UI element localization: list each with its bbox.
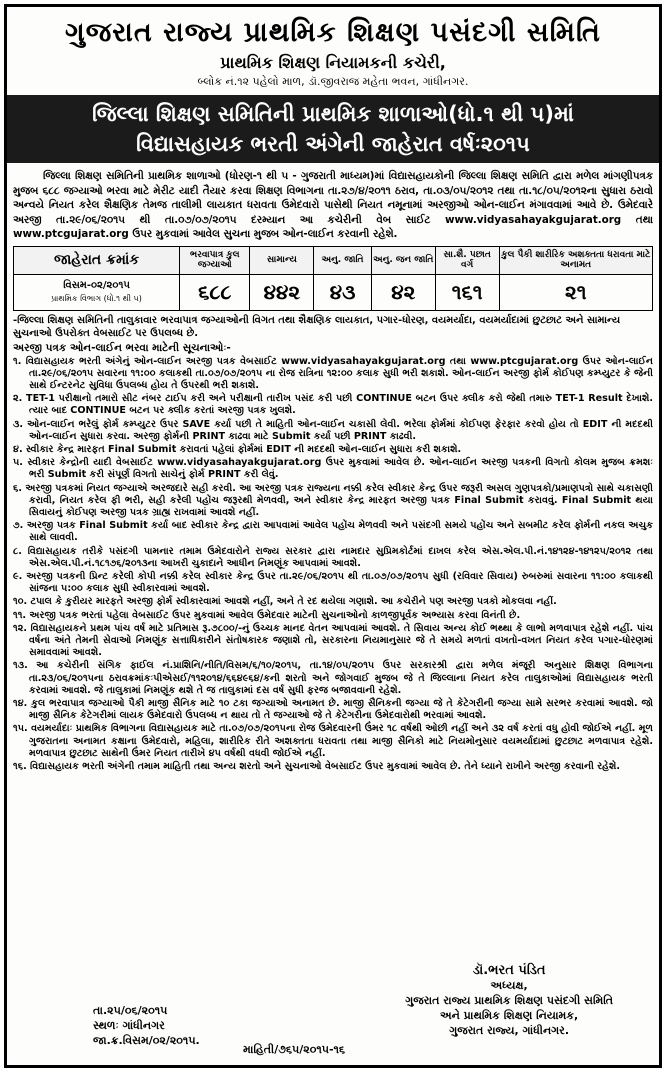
list-item: ૧૨. વિદ્યાસહાયકને પ્રથમ પાંચ વર્ષ માટે પ્રતિમાસ રૂ.૭૮૦૦/-નું ઉચ્ચક માનદ વેતન આપવામાં આવશે. તે સિવાય અન્ય કોઈ ભથ્થા કે લાભો મળવાપાત્ર રહેશે નહીં. પાંચ વર્ષના અંતે તેમની સેવાઓ નિમણૂંક સત્તાધિકારીને સંતોષકારક જણાશે તો, સરકારના નિયમાનુસાર જે તે સમયે મળતાં વખતો-વખત નિયત કરેલ પગાર-ધોરણમાં સમાવવામાં આવશે. [13, 622, 653, 659]
list-item: ૧. વિદ્યાસહાયક ભરતી અંગેનું ઓન-લાઈન અરજી પત્રક વેબસાઈટ www.vidyasahayakgujarat.org તથા www.ptcgujarat.org ઉપર ઓન-લાઈન તા.૨૯/૦૬/૨૦૧૫ સવારના ૧૧:૦૦ કલાકથી તા.૦૭/૦૭/૨૦૧૫ ના રોજ રાત્રિના ૧૨:૦૦ કલાક સુધી ભરી શકાશે. ઓન-લાઈન અરજી ફોર્મ કોઈપણ કમ્પ્યુટર કે જેની સાથે ઈન્ટરનેટ સુવિધા ઉપલબ્ધ હોય તે ઉપરથી ભરી શકાશે. [13, 355, 653, 391]
intro-paragraph: જિલ્લા શિક્ષણ સમિતિની પ્રાથમિક શાળાઓ (ધોરણ-૧ થી ૫ - ગુજરાતી માધ્યમ)માં વિદ્યાસહાયકોની જિલ્લા શિક્ષણ સમિતિ દ્વારા મળેલ માંગણીપત્રક મુજબ ૬૮૮ જગ્યાઓ ભરવા માટે મેરીટ યાદી તૈયાર કરવા શિક્ષણ વિભાગના તા.૨૭/૪/૨૦૧૧ ઠરાવ, તા.૦૩/૦૫/૨૦૧૨ તથા તા.૧૮/૦૫/૨૦૧૨ના સુધારા ઠરાવો અન્વયે નિયત કરેલ શૈક્ષણિક તેમજ તાલીમી લાયકાત ધરાવતા ઉમેદવારો પાસેથી નિયત નમૂનામાં અરજીઓ ઓન-લાઈન મંગાવવામાં આવે છે. ઉમેદવારે અરજી તા.૨૯/૦૬/૨૦૧૫ થી તા.૦૭/૦૭/૨૦૧૫ દરમ્યાન આ કચેરીની વેબ સાઈટ www.vidyasahayakgujarat.org તથા www.ptcgujarat.org ઉપર મુકવામાં આવેલ સુચના મુજબ ઓન-લાઈન કરવાની રહેશે. [13, 170, 653, 240]
list-item: ૬. અરજી પત્રકમાં નિયત જગ્યાએ અરજદારે સહી કરવી. આ અરજી પત્રક રાજ્યના નક્કી કરેલ સ્વીકાર કેન્દ્ર ઉપર જરૂરી અસલ ગુણપત્રકો/પ્રમાણપત્રો સાથે ચકાસણી કરાવી, નિયત કરેલ ફી ભરી, સહી કરેલી પહોંચ જરૂરથી મેળવવી, અને સ્વીકાર કેન્દ્ર મારફત અરજી પત્રક Final Submit કરાવવું. Final Submit થયા સિવાયનું કોઈપણ અરજી પત્રક ગ્રાહ્ય રાખવામાં આવશે નહીં. [13, 482, 653, 518]
info-number: માહિતી/૭૬૫/૨૦૧૫-૧૬ [243, 1043, 346, 1056]
issue-place: સ્થળઃ ગાંધીનગર [93, 1019, 165, 1032]
banner-line-1: જિલ્લા શિક્ષણ સમિતિની પ્રાથમિક શાળાઓ(ધો.૧ થી ૫)માં [92, 102, 574, 126]
designation-line-1: અધ્યક્ષ, [490, 979, 528, 992]
cell-ph: ૨૧ [499, 274, 652, 310]
signature-footer [13, 963, 653, 1059]
instruction-list [13, 356, 653, 774]
cell-st: ૪૨ [371, 274, 435, 310]
date-place-block [93, 1003, 200, 1048]
list-item: ૫. સ્વીકાર કેન્દ્રોની યાદી વેબસાઈટ www.vidyasahayakgujarat.org ઉપર મુકવામાં આવેલ છે. ઓન-લાઈન અરજી પત્રકની વિગતો કોલમ મુજબ ક્રમશઃ ભરી Submit કરી સંપૂર્ણ વિગતો સાચેનું ફોર્મ PRINT કરી લેવું. [13, 457, 653, 481]
list-item: ૩. ઓન-લાઈન ભરેલું ફોર્મ કમ્પ્યુટર ઉપર SAVE કર્યા પછી તે માહિતી ઓન-લાઈન ચકાસી લેવી. ભરેલા ફોર્મમાં કોઈપણ ફેરફાર કરવો હોય તો EDIT ની મદદથી ઓન-લાઈન સુધારા કરવા. અરજી ફોર્મની PRINT કાઢવા માટે Submit કર્યા પછી PRINT કાઢવી. [13, 418, 653, 442]
col-general: સામાન્ય [250, 246, 314, 274]
signatory-name: ડૉ.ભરત પંડિત [472, 963, 546, 978]
col-advt-no: જાહેરાત ક્રમાંક [14, 246, 180, 274]
advt-section: પ્રાથમિક વિભાગ (ધો.૧ થી ૫) [51, 294, 142, 303]
col-sc: અનુ. જાતિ [314, 246, 372, 274]
list-item: ૮. વિદ્યાસહાયક તરીકે પસંદગી પામનાર તમામ ઉમેદવારોને રાજ્ય સરકાર દ્વારા નામદાર સુપ્રિમકોર્ટમાં દાખલ કરેલ એસ.એલ.પી.નં.૧૪૧૨૪-૧૪૧૨૫/૨૦૧૨ તથા એસ.એલ.પી.નં.૧૮૧૭૬/૨૦૧૩ના આખરી ચુકાદાને આધીન નિમણૂંક આપવામાં આવશે. [13, 545, 653, 569]
list-item: ૪. સ્વીકાર કેન્દ્ર મારફત Final Submit કરાવતાં પહેલાં ફોર્મમાં EDIT ની મદદથી ઓન-લાઈન સુધારા કરી શકાશે. [13, 443, 462, 455]
instructions-heading: અરજી પત્રક ઓન-લાઈન ભરવા માટેની સૂચનાઓઃ- [13, 341, 231, 354]
reference-number: જા.ક્ર.વિસમ/૦૨/૨૦૧૫. [93, 1034, 200, 1047]
cell-total: ૬૮૮ [180, 274, 250, 310]
website-note: -જિલ્લા શિક્ષણ સમિતિની તાલુકાવાર ભરવાપાત્ર જગ્યાઓની વિગત તથા શૈક્ષણિક લાયકાત, પગાર-ધોરણ, વયમર્યાદા, વયમર્યાદામાં છુટછાટ અને સામાન્ય સુચનાઓ ઉપરોક્ત વેબસાઈટ પર ઉપલબ્ધ છે. [13, 314, 621, 339]
banner-line-2: વિદ્યાસહાયક ભરતી અંગેની જાહેરાત વર્ષઃ૨૦૧૫ [136, 132, 530, 156]
list-item: ૧૪. કુલ ભરવાપાત્ર જગ્યાઓ પૈકી માજી સૈનિક માટે ૧૦ ટકા જગ્યાઓ અનામત છે. માજી સૈનિકની જગ્યા જે તે કેટેગરીની જગ્યા સામે સરભર કરવામાં આવશે. જો માજી સૈનિક કેટેગરીમાં લાયક ઉમેદવારો ઉપલબ્ધ ન થાય તો તે જગ્યાઓ જે તે કેટેગરીના ઉમેદવારોથી ભરવામાં આવશે. [13, 697, 653, 722]
list-item: ૨. TET-1 પરીક્ષાનો તમારો સીટ નંબર ટાઈપ કરી અને પરીક્ષાની તારીખ પસંદ કરી પછી CONTINUE બટન ઉપર ક્લીક કરો જેથી તમારુ TET-1 Result દેખાશે. ત્યાર બાદ CONTINUE બટન પર ક્લીક કરતાં અરજી પત્રક ખુલશે. [13, 393, 653, 417]
list-item: ૭. અરજી પત્રક Final Submit કર્યા બાદ સ્વીકાર કેન્દ્ર દ્વારા આપવામાં આવેલ પહોંચ મેળવવી અને પસંદગી સમયે પહોંચ અને સબમીટ કરેલ ફોર્મની નકલ અચુક સાથે લાવવી. [13, 520, 653, 544]
cell-advt-no [14, 274, 180, 310]
list-item: ૧૦. ટપાલ કે કુરીયર મારફતે અરજી ફોર્મ સ્વીકારવામાં આવશે નહીં, અને તે રદ થયેલા ગણાશે. આ કચેરીને પણ અરજી પત્રકો મોકલવા નહીં. [13, 596, 557, 608]
list-item: ૯. અરજી પત્રકની પ્રિન્ટ કરેલી કોપી નક્કી કરેલ સ્વીકાર કેન્દ્ર ઉપર તા.૨૯/૦૬/૨૦૧૫ થી તા.૦૭/૦૭/૨૦૧૫ સુધી (રવિવાર સિવાય) રુબરુમાં સવારના ૧૧:૦૦ કલાકથી સાંજના ૫:૦૦ કલાક સુધી સ્વીકારવામાં આવશે. [13, 570, 653, 595]
office-address: બ્લોક નં.૧૨ પહેલો માળ, ડૉ.જીવરાજ મહેતા ભવન, ગાંધીનગર. [197, 75, 469, 88]
office-name: પ્રાથમિક શિક્ષણ નિયામકની કચેરી, [220, 53, 446, 72]
col-ph: કુલ પૈકી શારીરિક અશક્તતા ધરાવતા માટે અનામત [499, 246, 652, 274]
list-item: ૧૫. વયમર્યાદાઃ પ્રાથમિક વિભાગના વિદ્યાસહાયક માટે તા.૦૭/૦૭/૨૦૧૫ના રોજ ઉમેદવારની ઉંમર ૧૮ વર્ષથી ઓછી નહીં અને ૩૨ વર્ષ કરતાં વધુ હોવી જોઈએ નહીં. મૂળ ગુજરાતના અનામત કક્ષાના ઉમેદવારો, મહિલા, શારીરિક રીતે અશક્તતા ધરાવતા તથા માજી સૈનિકો માટે નિયમોનુસાર વયમર્યાદામાં છુટછાટ મળવાપાત્ર રહેશે. મળવાપાત્ર છુટછાટ સાથેની ઉંમર નિયત તારીખે ૪૫ વર્ષથી વધવી જોઈએ નહીં. [13, 723, 653, 759]
cell-sebc: ૧૬૧ [435, 274, 499, 310]
designation-line-3: અને પ્રાથમિક શિક્ષણ નિયામક, [440, 1009, 579, 1022]
issue-date: તા.૨૫/૦૬/૨૦૧૫ [93, 1004, 168, 1017]
table-header-row [14, 246, 653, 274]
table-row [14, 274, 653, 310]
signatory-block [405, 963, 613, 1038]
list-item: ૧૧. અરજી પત્રક ભરતાં પહેલા વેબસાઈટ ઉપર મુકવામાં આવેલ ઉમેદવાર માટેની સુચનાઓનો કાળજીપૂર્વક અભ્યાસ કરવા વિનંતી છે. [13, 609, 521, 621]
advertisement-page [4, 4, 662, 1068]
list-item: ૧૩. આ કચેરીની સંગિક ફાઈલ નં.પ્રાશિનિ/નીતિ/વિસમ/૬/૧૦/૨૦૧૫, તા.૧૪/૦૫/૨૦૧૫ ઉપર સરકારશ્રી દ્વારા મળેલ મંજૂરી અનુસાર શિક્ષણ વિભાગના તા.૨૩/૦૬/૨૦૧૫ના ઠરાવક્રમાંકઃપીએસઈ/૧૧૨૦૧૪/૬૬૪૯૬૪/કની શરતો અને જોગવાઈ મુજબ જે તે જિલ્લાના નિયત કરેલ તાલુકાઓમાં વિદ્યાસહાયક ભરતી કરવામાં આવશે. જે તાલુકામાં નિમણૂંક થશે તે જ તાલુકામાં દસ વર્ષ સુધી ફરજ બજાવવાની રહેશે. [13, 660, 653, 696]
designation-line-2: ગુજરાત રાજ્ય પ્રાથમિક શિક્ષણ પસંદગી સમિતિ [405, 994, 613, 1007]
designation-line-4: ગુજરાત રાજ્ય, ગાંધીનગર. [449, 1024, 570, 1037]
advt-number: વિસમ-૦૨/૨૦૧૫ [63, 280, 130, 291]
cell-general: ૪૪૨ [250, 274, 314, 310]
col-total: ભરવાપાત્ર કુલ જગ્યાઓ [180, 246, 250, 274]
advertisement-banner [7, 95, 659, 163]
vacancy-table [13, 246, 653, 311]
col-sebc: સા.શૈ. પછાત વર્ગ [435, 246, 499, 274]
list-item: ૧૬. વિદ્યાસહાયક ભરતી અંગેની તમામ માહિતી તથા અન્ય શરતો અને સુચનાઓ વેબસાઈટ ઉપર મુકવામાં આવેલ છે. તેને ધ્યાને રાખીને અરજી કરવાની રહેશે. [13, 761, 621, 772]
cell-sc: ૪૩ [314, 274, 372, 310]
committee-title: ગુજરાત રાજ્ય પ્રાથમિક શિક્ષણ પસંદગી સમિતિ [65, 17, 601, 48]
col-st: અનુ. જન જાતિ [371, 246, 435, 274]
